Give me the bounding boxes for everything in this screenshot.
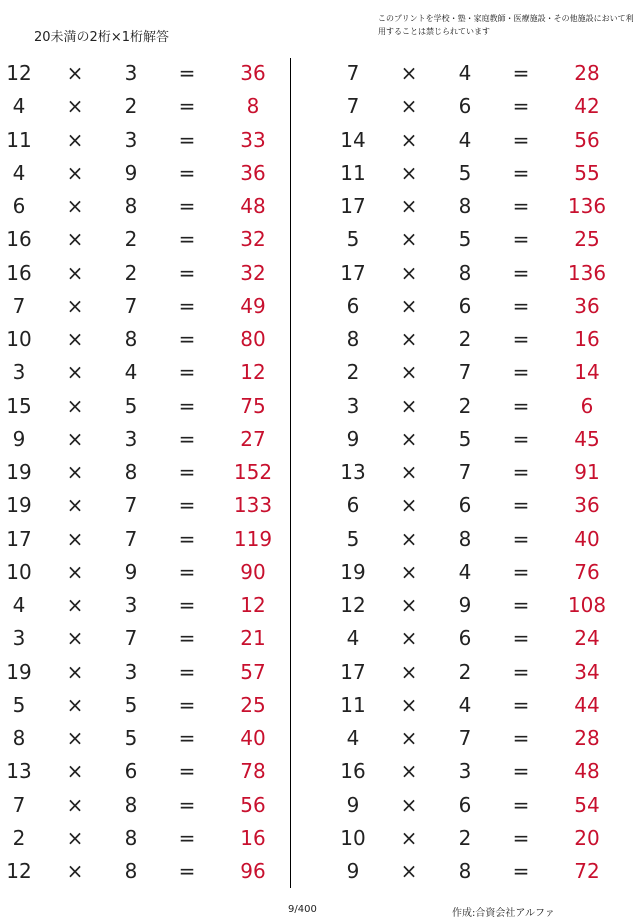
answer: 136 <box>567 260 607 285</box>
times-sign: × <box>400 593 418 617</box>
answer: 54 <box>574 792 600 817</box>
equals-sign: = <box>178 160 196 185</box>
multiplier: 9 <box>458 593 472 617</box>
equals-sign: = <box>512 260 530 285</box>
times-sign: × <box>66 626 84 651</box>
answer: 34 <box>574 659 600 684</box>
multiplicand: 10 <box>340 825 366 850</box>
answer: 45 <box>574 426 600 451</box>
multiplier: 4 <box>124 360 138 385</box>
problem-row <box>0 590 644 620</box>
answer: 32 <box>240 260 266 285</box>
answer: 36 <box>574 293 600 318</box>
answer: 108 <box>567 593 607 617</box>
multiplier: 5 <box>458 426 472 451</box>
usage-notice: このプリントを学校・塾・家庭教師・医療施設・その他施設において利用することは禁じられています <box>378 14 634 36</box>
multiplier: 6 <box>458 293 472 318</box>
multiplicand: 14 <box>340 127 366 152</box>
multiplicand: 9 <box>12 426 26 451</box>
multiplicand: 13 <box>340 460 366 484</box>
problem-row <box>0 823 644 853</box>
multiplier: 4 <box>458 559 472 584</box>
answer: 20 <box>574 825 600 850</box>
equals-sign: = <box>178 526 196 551</box>
multiplier: 2 <box>124 227 138 252</box>
problem-row <box>0 657 644 687</box>
multiplier: 7 <box>124 626 138 651</box>
answer: 80 <box>240 327 266 351</box>
equals-sign: = <box>512 792 530 817</box>
multiplier: 7 <box>458 460 472 484</box>
times-sign: × <box>400 194 418 218</box>
multiplicand: 8 <box>346 327 360 351</box>
times-sign: × <box>400 393 418 418</box>
answer: 48 <box>240 194 266 218</box>
multiplicand: 9 <box>346 792 360 817</box>
equals-sign: = <box>178 593 196 617</box>
equals-sign: = <box>178 61 196 85</box>
multiplier: 5 <box>124 692 138 717</box>
multiplier: 6 <box>458 626 472 651</box>
multiplicand: 3 <box>12 626 26 651</box>
answer: 28 <box>574 61 600 85</box>
times-sign: × <box>66 659 84 684</box>
equals-sign: = <box>512 127 530 152</box>
problem-row <box>0 324 644 354</box>
equals-sign: = <box>178 659 196 684</box>
equals-sign: = <box>178 260 196 285</box>
multiplier: 4 <box>458 692 472 717</box>
multiplier: 8 <box>124 327 138 351</box>
times-sign: × <box>400 260 418 285</box>
equals-sign: = <box>178 194 196 218</box>
answer: 96 <box>240 859 266 883</box>
multiplier: 8 <box>124 859 138 883</box>
multiplicand: 19 <box>6 460 32 484</box>
times-sign: × <box>400 493 418 518</box>
multiplicand: 15 <box>6 393 32 418</box>
multiplier: 5 <box>458 160 472 185</box>
problem-row <box>0 58 644 88</box>
multiplicand: 17 <box>340 260 366 285</box>
equals-sign: = <box>178 759 196 784</box>
answer: 55 <box>574 160 600 185</box>
equals-sign: = <box>512 493 530 518</box>
multiplicand: 7 <box>346 61 360 85</box>
multiplier: 2 <box>458 659 472 684</box>
multiplicand: 5 <box>346 227 360 252</box>
equals-sign: = <box>512 559 530 584</box>
times-sign: × <box>400 726 418 750</box>
equals-sign: = <box>178 360 196 385</box>
times-sign: × <box>66 94 84 119</box>
answer: 32 <box>240 227 266 252</box>
multiplier: 3 <box>124 593 138 617</box>
equals-sign: = <box>512 61 530 85</box>
times-sign: × <box>400 94 418 119</box>
multiplicand: 7 <box>12 792 26 817</box>
multiplier: 8 <box>458 526 472 551</box>
times-sign: × <box>66 859 84 883</box>
problem-row <box>0 158 644 188</box>
problem-row <box>0 191 644 221</box>
equals-sign: = <box>512 659 530 684</box>
equals-sign: = <box>512 426 530 451</box>
equals-sign: = <box>178 825 196 850</box>
problem-row <box>0 258 644 288</box>
times-sign: × <box>400 360 418 385</box>
answer: 42 <box>574 94 600 119</box>
problem-row <box>0 357 644 387</box>
multiplicand: 16 <box>6 260 32 285</box>
multiplicand: 7 <box>346 94 360 119</box>
multiplier: 2 <box>124 260 138 285</box>
equals-sign: = <box>512 593 530 617</box>
times-sign: × <box>400 692 418 717</box>
multiplier: 2 <box>458 393 472 418</box>
equals-sign: = <box>512 825 530 850</box>
equals-sign: = <box>178 94 196 119</box>
multiplicand: 12 <box>340 593 366 617</box>
times-sign: × <box>400 127 418 152</box>
times-sign: × <box>66 692 84 717</box>
multiplicand: 12 <box>6 859 32 883</box>
multiplicand: 4 <box>346 626 360 651</box>
multiplicand: 7 <box>12 293 26 318</box>
problem-row <box>0 125 644 155</box>
problem-row <box>0 291 644 321</box>
equals-sign: = <box>178 127 196 152</box>
multiplier: 5 <box>124 393 138 418</box>
multiplier: 7 <box>458 360 472 385</box>
multiplier: 7 <box>124 493 138 518</box>
multiplicand: 6 <box>346 493 360 518</box>
multiplier: 6 <box>124 759 138 784</box>
equals-sign: = <box>178 460 196 484</box>
times-sign: × <box>66 194 84 218</box>
answer: 8 <box>246 94 260 119</box>
answer: 56 <box>574 127 600 152</box>
answer: 12 <box>240 593 266 617</box>
multiplicand: 2 <box>12 825 26 850</box>
problem-row <box>0 424 644 454</box>
multiplicand: 17 <box>340 194 366 218</box>
problem-row <box>0 457 644 487</box>
equals-sign: = <box>178 227 196 252</box>
multiplier: 9 <box>124 160 138 185</box>
problem-row <box>0 623 644 653</box>
times-sign: × <box>66 759 84 784</box>
multiplicand: 19 <box>340 559 366 584</box>
multiplicand: 16 <box>6 227 32 252</box>
problem-row <box>0 490 644 520</box>
problem-row <box>0 690 644 720</box>
times-sign: × <box>400 160 418 185</box>
answer: 40 <box>240 726 266 750</box>
answer: 136 <box>567 194 607 218</box>
multiplicand: 8 <box>12 726 26 750</box>
equals-sign: = <box>512 94 530 119</box>
times-sign: × <box>66 726 84 750</box>
equals-sign: = <box>178 493 196 518</box>
times-sign: × <box>400 825 418 850</box>
equals-sign: = <box>178 393 196 418</box>
multiplicand: 11 <box>340 160 366 185</box>
answer: 44 <box>574 692 600 717</box>
answer: 36 <box>574 493 600 518</box>
answer: 33 <box>240 127 266 152</box>
multiplicand: 4 <box>12 160 26 185</box>
answer: 25 <box>574 227 600 252</box>
equals-sign: = <box>512 194 530 218</box>
times-sign: × <box>66 426 84 451</box>
times-sign: × <box>66 61 84 85</box>
multiplicand: 4 <box>346 726 360 750</box>
times-sign: × <box>66 260 84 285</box>
multiplier: 8 <box>124 194 138 218</box>
answer: 36 <box>240 160 266 185</box>
times-sign: × <box>66 559 84 584</box>
times-sign: × <box>400 327 418 351</box>
multiplier: 8 <box>124 792 138 817</box>
equals-sign: = <box>512 360 530 385</box>
multiplicand: 5 <box>346 526 360 551</box>
multiplier: 2 <box>124 94 138 119</box>
multiplicand: 2 <box>346 360 360 385</box>
multiplier: 8 <box>124 825 138 850</box>
times-sign: × <box>400 626 418 651</box>
answer: 12 <box>240 360 266 385</box>
multiplicand: 17 <box>340 659 366 684</box>
answer: 133 <box>233 493 273 518</box>
equals-sign: = <box>512 227 530 252</box>
answer: 28 <box>574 726 600 750</box>
equals-sign: = <box>178 626 196 651</box>
equals-sign: = <box>178 293 196 318</box>
equals-sign: = <box>178 792 196 817</box>
times-sign: × <box>66 460 84 484</box>
multiplier: 3 <box>124 61 138 85</box>
multiplicand: 16 <box>340 759 366 784</box>
answer: 27 <box>240 426 266 451</box>
multiplier: 3 <box>458 759 472 784</box>
problem-row <box>0 91 644 121</box>
multiplicand: 4 <box>12 94 26 119</box>
multiplicand: 11 <box>6 127 32 152</box>
author-credit: 作成:合資会社アルファ <box>452 908 555 919</box>
answer: 21 <box>240 626 266 651</box>
times-sign: × <box>66 360 84 385</box>
multiplicand: 10 <box>6 559 32 584</box>
problem-row <box>0 524 644 554</box>
equals-sign: = <box>512 460 530 484</box>
equals-sign: = <box>512 293 530 318</box>
multiplicand: 3 <box>12 360 26 385</box>
multiplier: 8 <box>458 194 472 218</box>
times-sign: × <box>400 526 418 551</box>
multiplicand: 12 <box>6 61 32 85</box>
times-sign: × <box>400 859 418 883</box>
multiplicand: 6 <box>12 194 26 218</box>
multiplicand: 17 <box>6 526 32 551</box>
times-sign: × <box>66 393 84 418</box>
multiplier: 3 <box>124 426 138 451</box>
answer: 152 <box>233 460 273 484</box>
multiplier: 3 <box>124 127 138 152</box>
multiplicand: 10 <box>6 327 32 351</box>
answer: 72 <box>574 859 600 883</box>
answer: 56 <box>240 792 266 817</box>
multiplier: 6 <box>458 493 472 518</box>
times-sign: × <box>400 559 418 584</box>
multiplicand: 3 <box>346 393 360 418</box>
times-sign: × <box>66 593 84 617</box>
equals-sign: = <box>512 626 530 651</box>
equals-sign: = <box>512 393 530 418</box>
answer: 119 <box>233 526 273 551</box>
multiplicand: 9 <box>346 859 360 883</box>
answer: 57 <box>240 659 266 684</box>
multiplier: 4 <box>458 127 472 152</box>
times-sign: × <box>66 825 84 850</box>
worksheet-title: 20未満の2桁×1桁解答 <box>34 30 169 45</box>
equals-sign: = <box>178 426 196 451</box>
answer: 16 <box>240 825 266 850</box>
times-sign: × <box>66 227 84 252</box>
multiplicand: 11 <box>340 692 366 717</box>
answer: 6 <box>580 393 594 418</box>
times-sign: × <box>400 792 418 817</box>
equals-sign: = <box>512 526 530 551</box>
equals-sign: = <box>512 726 530 750</box>
multiplier: 7 <box>124 293 138 318</box>
multiplicand: 5 <box>12 692 26 717</box>
answer: 91 <box>574 460 600 484</box>
answer: 78 <box>240 759 266 784</box>
multiplier: 7 <box>458 726 472 750</box>
equals-sign: = <box>178 327 196 351</box>
problem-row <box>0 557 644 587</box>
equals-sign: = <box>512 759 530 784</box>
problem-row <box>0 391 644 421</box>
problem-row <box>0 723 644 753</box>
times-sign: × <box>66 127 84 152</box>
answer: 14 <box>574 360 600 385</box>
multiplier: 2 <box>458 825 472 850</box>
equals-sign: = <box>512 692 530 717</box>
times-sign: × <box>400 61 418 85</box>
times-sign: × <box>400 659 418 684</box>
times-sign: × <box>66 792 84 817</box>
answer: 48 <box>574 759 600 784</box>
answer: 90 <box>240 559 266 584</box>
answer: 36 <box>240 61 266 85</box>
problem-row <box>0 224 644 254</box>
problem-row <box>0 790 644 820</box>
multiplicand: 4 <box>12 593 26 617</box>
times-sign: × <box>400 227 418 252</box>
multiplier: 3 <box>124 659 138 684</box>
multiplicand: 6 <box>346 293 360 318</box>
multiplier: 5 <box>458 227 472 252</box>
multiplier: 5 <box>124 726 138 750</box>
multiplicand: 19 <box>6 493 32 518</box>
multiplicand: 19 <box>6 659 32 684</box>
times-sign: × <box>66 526 84 551</box>
multiplier: 6 <box>458 94 472 119</box>
times-sign: × <box>400 293 418 318</box>
multiplier: 2 <box>458 327 472 351</box>
multiplier: 4 <box>458 61 472 85</box>
equals-sign: = <box>512 859 530 883</box>
answer: 24 <box>574 626 600 651</box>
equals-sign: = <box>178 692 196 717</box>
answer: 75 <box>240 393 266 418</box>
problem-row <box>0 756 644 786</box>
multiplicand: 13 <box>6 759 32 784</box>
equals-sign: = <box>512 160 530 185</box>
multiplier: 9 <box>124 559 138 584</box>
times-sign: × <box>66 293 84 318</box>
equals-sign: = <box>512 327 530 351</box>
multiplier: 8 <box>458 260 472 285</box>
times-sign: × <box>400 759 418 784</box>
equals-sign: = <box>178 726 196 750</box>
times-sign: × <box>66 160 84 185</box>
multiplier: 8 <box>124 460 138 484</box>
times-sign: × <box>66 327 84 351</box>
multiplier: 6 <box>458 792 472 817</box>
problem-row <box>0 856 644 886</box>
answer: 40 <box>574 526 600 551</box>
answer: 76 <box>574 559 600 584</box>
answer: 49 <box>240 293 266 318</box>
equals-sign: = <box>178 559 196 584</box>
times-sign: × <box>400 426 418 451</box>
multiplicand: 9 <box>346 426 360 451</box>
answer: 25 <box>240 692 266 717</box>
equals-sign: = <box>178 859 196 883</box>
page-number: 9/400 <box>288 904 317 915</box>
answer: 16 <box>574 327 600 351</box>
multiplier: 8 <box>458 859 472 883</box>
multiplier: 7 <box>124 526 138 551</box>
times-sign: × <box>66 493 84 518</box>
times-sign: × <box>400 460 418 484</box>
